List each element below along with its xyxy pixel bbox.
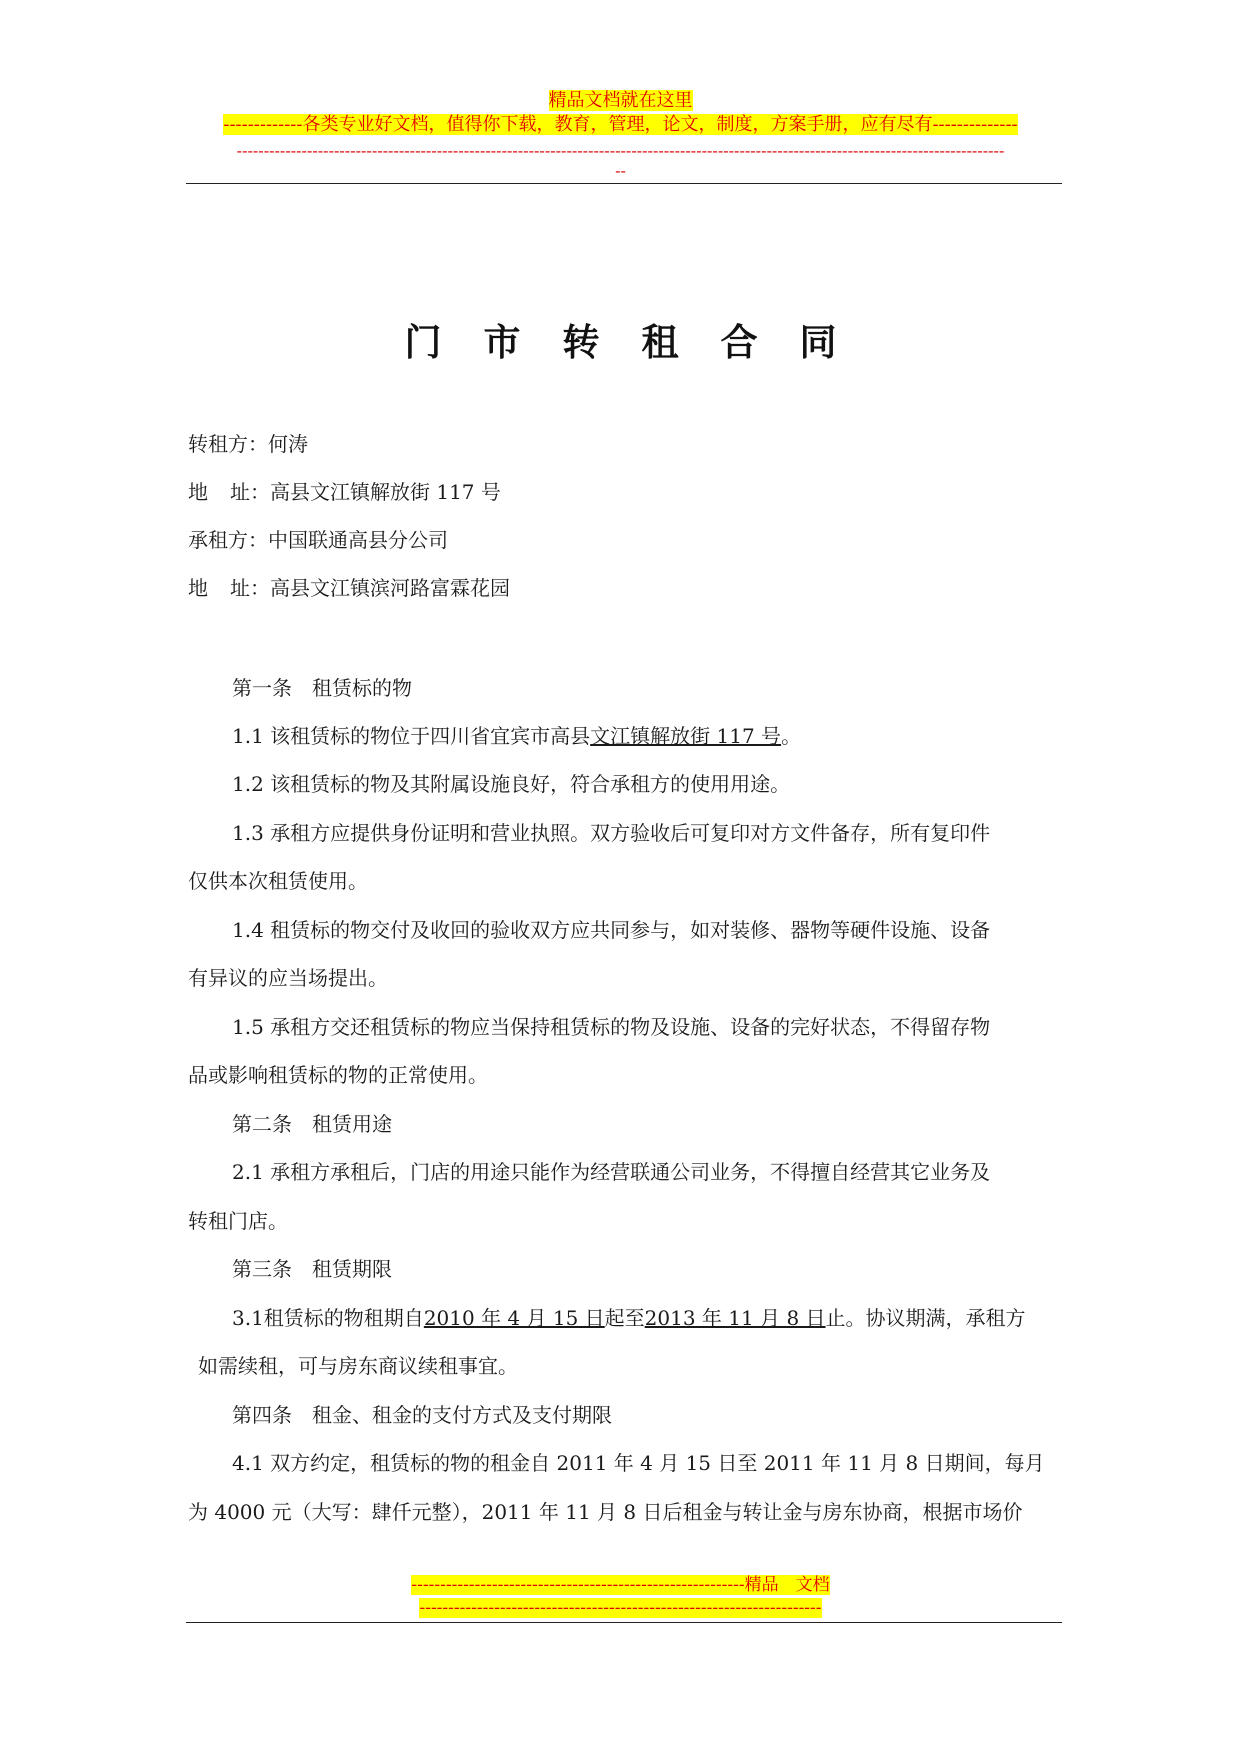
address1-line: 地 址：高县文江镇解放街 117 号 [188, 480, 501, 504]
article2-heading: 第二条 租赁用途 [232, 1112, 392, 1136]
clause-1-4-line1: 1.4 租赁标的物交付及收回的验收双方应共同参与，如对装修、器物等硬件设施、设备 [232, 918, 991, 942]
sublessor-label: 转租方： [188, 432, 268, 456]
clause-1-4-line2: 有异议的应当场提出。 [188, 966, 388, 990]
article4-heading: 第四条 租金、租金的支付方式及支付期限 [232, 1403, 612, 1427]
address2-value: 高县文江镇滨河路富霖花园 [270, 576, 510, 600]
clause-4-1-line1: 4.1 双方约定，租赁标的物的租金自 2011 年 4 月 15 日至 2011 年 11 月 8 日期间，每月 [232, 1451, 1045, 1475]
clause-1-5-line1: 1.5 承租方交还租赁标的物应当保持租赁标的物及设施、设备的完好状态，不得留存物 [232, 1015, 991, 1039]
lessee-line [188, 528, 448, 552]
address2-line: 地 址：高县文江镇滨河路富霖花园 [188, 576, 510, 600]
lessee-label: 承租方： [188, 528, 268, 552]
article3-heading: 第三条 租赁期限 [232, 1257, 392, 1281]
header-tagline: 精品文档就在这里 [548, 90, 693, 111]
header-dash-line: ---------------------------------------------------------------------------------------------------------------------------------------------- [236, 141, 1005, 160]
clause-3-1-line2: 如需续租，可与房东商议续租事宜。 [198, 1354, 518, 1378]
clause-4-1-line2: 为 4000 元（大写：肆仟元整），2011 年 11 月 8 日后租金与转让金与房东协商，根据市场价 [188, 1500, 1023, 1524]
document-title: 门市转租合同 [404, 321, 879, 364]
footer-dash-line: ---------------------------------------------------------------------- [419, 1598, 822, 1618]
clause-1-1: 1.1 该租赁标的物位于四川省宜宾市高县文江镇解放街 117 号。 [232, 724, 802, 748]
footer-rule [186, 1622, 1062, 1623]
lease-end-date: 2013 年 11 月 8 日 [644, 1306, 826, 1330]
clause-1-1-address: 文江镇解放街 117 号 [590, 724, 782, 748]
footer-tagline: ----------------------------------------------------------精品 文档 [411, 1575, 830, 1595]
clause-2-1-line2: 转租门店。 [188, 1209, 288, 1233]
header-slogan: -------------各类专业好文档，值得你下载，教育，管理，论文，制度，方案手册，应有尽有-------------- [223, 114, 1018, 135]
header-rule [186, 183, 1062, 184]
header-dash-tail: -- [615, 161, 626, 180]
sublessor-line [188, 432, 308, 456]
article1-heading: 第一条 租赁标的物 [232, 676, 412, 700]
sublessor-value: 何涛 [268, 432, 308, 456]
clause-1-3-line1: 1.3 承租方应提供身份证明和营业执照。双方验收后可复印对方文件备存，所有复印件 [232, 821, 991, 845]
clause-1-2: 1.2 该租赁标的物及其附属设施良好，符合承租方的使用用途。 [232, 772, 791, 796]
clause-1-3-line2: 仅供本次租赁使用。 [188, 869, 368, 893]
lessee-value: 中国联通高县分公司 [268, 528, 448, 552]
clause-1-5-line2: 品或影响租赁标的物的正常使用。 [188, 1063, 488, 1087]
address1-value: 高县文江镇解放街 117 号 [270, 480, 501, 504]
lease-start-date: 2010 年 4 月 15 日 [423, 1306, 605, 1330]
clause-2-1-line1: 2.1 承租方承租后，门店的用途只能作为经营联通公司业务，不得擅自经营其它业务及 [232, 1160, 991, 1184]
clause-3-1-line1: 3.1租赁标的物租期自2010 年 4 月 15 日起至2013 年 11 月 8 日止。协议期满，承租方 [232, 1306, 1026, 1330]
